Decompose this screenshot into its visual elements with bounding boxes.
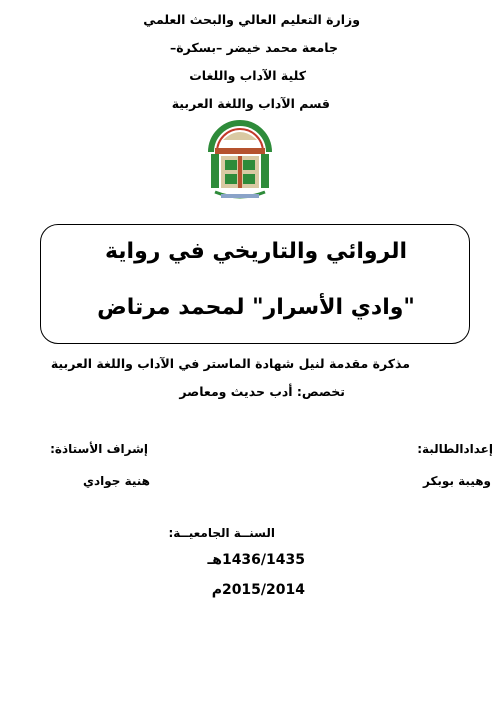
faculty-line: كلية الآداب واللغات [189, 68, 306, 83]
academic-year-label: السنــة الجامعيــة: [168, 526, 275, 540]
university-seal-icon [205, 118, 275, 204]
academic-year-hijri: 1436/1435هـ [207, 552, 305, 568]
title-line-1: الروائي والتاريخي في رواية [104, 239, 408, 264]
university-line: جامعة محمد خيضر –بسكرة– [169, 40, 338, 55]
ministry-line: وزارة التعليم العالي والبحث العلمي [143, 12, 360, 27]
department-line: قسم الآداب واللغة العربية [171, 96, 330, 111]
thesis-specialty: تخصص: أدب حديث ومعاصر [179, 384, 345, 399]
supervisor-name: هنية جوادي [82, 474, 150, 488]
student-name: وهيبة بوبكر [422, 474, 491, 488]
title-line-2: "وادي الأسرار" لمحمد مرتاض [97, 295, 415, 320]
title-box [40, 224, 470, 344]
thesis-description: مذكرة مقدمة لنيل شهادة الماستر في الآداب واللغة العربية [50, 356, 410, 371]
supervisor-label: إشراف الأستاذة: [50, 442, 148, 456]
academic-year-gregorian: 2015/2014م [211, 582, 305, 598]
student-label: إعدادالطالبة: [417, 442, 493, 456]
